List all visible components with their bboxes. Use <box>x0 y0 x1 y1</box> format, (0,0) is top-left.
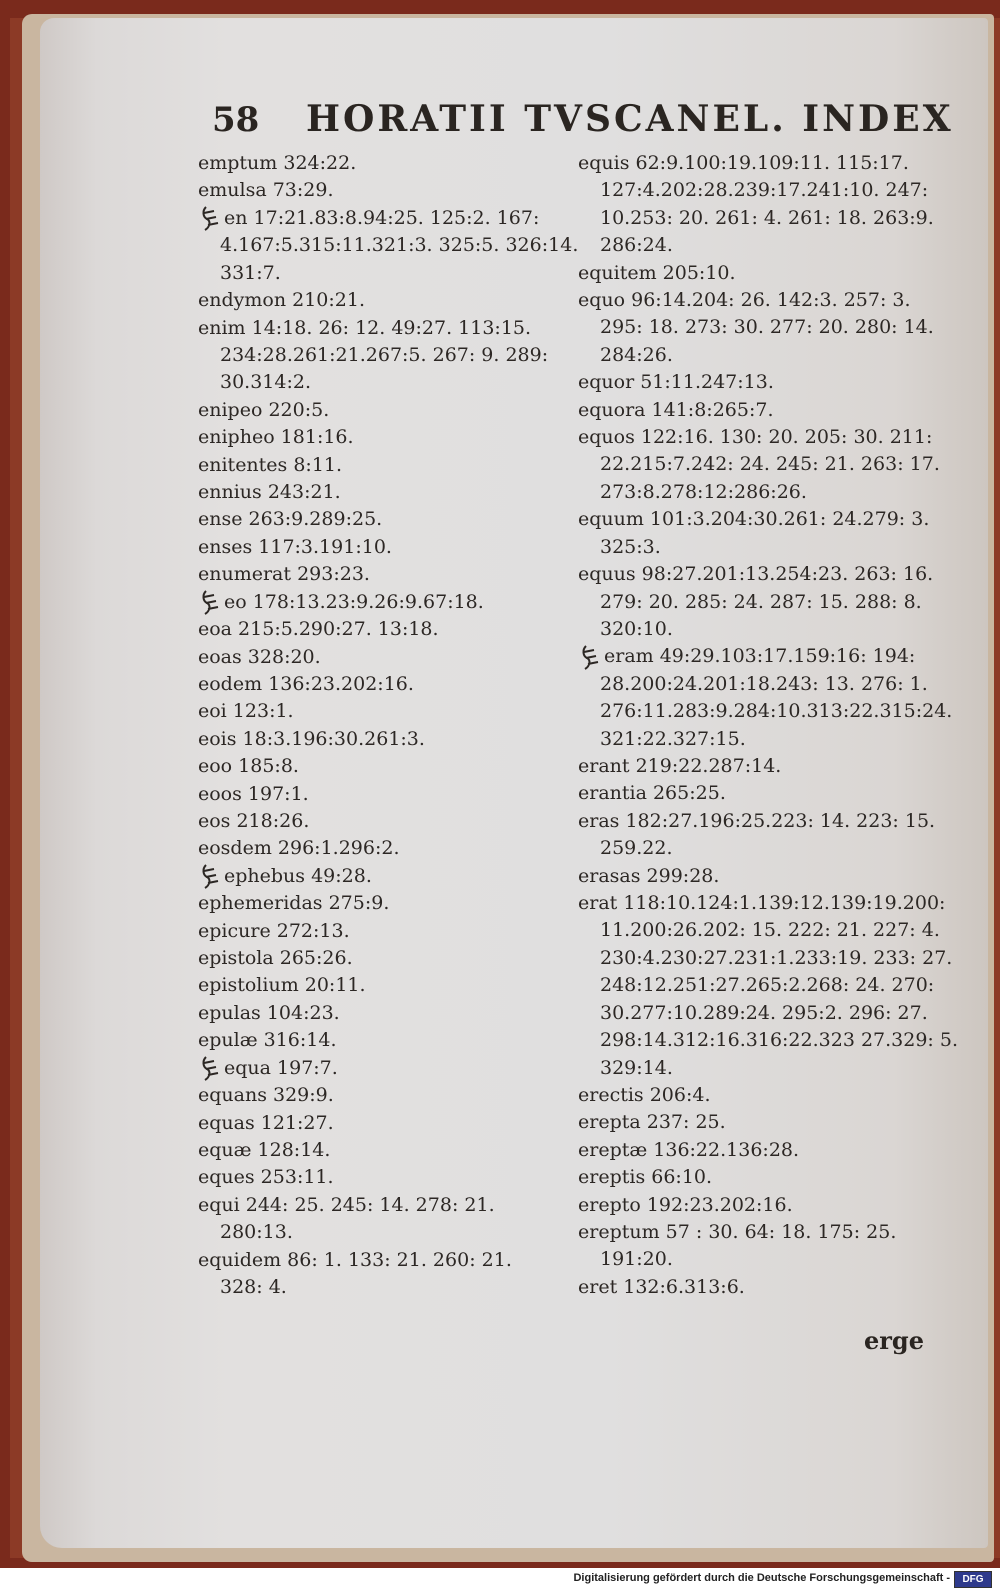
index-entry <box>198 863 588 891</box>
index-entry-text: equitem 205:10. <box>578 261 736 284</box>
index-entry-text: 279: 20. 285: 24. 287: 15. 288: 8. <box>600 590 922 613</box>
index-entry-continuation <box>578 671 968 698</box>
funding-credit: Digitalisierung gefördert durch die Deutsche Forschungsgemeinschaft - <box>573 1572 950 1584</box>
index-entry-text: ephemeridas 275:9. <box>198 892 390 915</box>
index-entry-continuation <box>578 534 968 561</box>
index-entry-text: ereptæ 136:22.136:28. <box>578 1138 800 1161</box>
index-column-right <box>578 150 968 1301</box>
index-entry-text: 286:24. <box>600 234 673 257</box>
index-entry-text: 127:4.202:28.239:17.241:10. 247: <box>600 179 929 202</box>
index-entry-text: eo 178:13.23:9.26:9.67:18. <box>224 590 484 613</box>
index-entry <box>198 835 588 862</box>
index-entry-text: 295: 18. 273: 30. 277: 20. 280: 14. <box>600 316 934 339</box>
index-entry-continuation <box>578 232 968 259</box>
index-entry <box>198 397 588 424</box>
index-entry <box>578 1192 968 1219</box>
page-header <box>0 98 1000 148</box>
index-entry-text: 259.22. <box>600 837 673 860</box>
index-entry-text: eoas 328:20. <box>198 645 321 668</box>
index-entry-continuation <box>578 314 968 341</box>
index-entry-text: equa 197:7. <box>224 1056 338 1079</box>
index-entry <box>198 753 588 780</box>
index-entry-text: erepto 192:23.202:16. <box>578 1193 793 1216</box>
index-entry <box>198 1027 588 1054</box>
index-entry <box>198 479 588 506</box>
index-entry-text: endymon 210:21. <box>198 289 365 312</box>
footer-bar <box>0 1568 1000 1590</box>
index-entry <box>198 918 588 945</box>
index-entry <box>578 890 968 917</box>
index-entry <box>198 424 588 451</box>
index-entry-continuation <box>578 342 968 369</box>
index-entry-text: erepta 237: 25. <box>578 1111 726 1134</box>
index-entry <box>198 287 588 314</box>
index-entry-text: eret 132:6.313:6. <box>578 1275 745 1298</box>
index-entry-continuation <box>198 232 588 259</box>
index-entry-text: 4.167:5.315:11.321:3. 325:5. 326:14. <box>220 234 579 257</box>
index-entry <box>578 1109 968 1136</box>
index-entry <box>578 1164 968 1191</box>
index-entry-text: 276:11.283:9.284:10.313:22.315:24. <box>600 700 953 723</box>
index-entry <box>578 643 968 671</box>
index-entry-text: 320:10. <box>600 617 673 640</box>
index-entry <box>198 808 588 835</box>
index-entry <box>578 780 968 807</box>
index-entry-text: enses 117:3.191:10. <box>198 535 392 558</box>
index-entry-text: 331:7. <box>220 261 281 284</box>
index-entry-text: eoa 215:5.290:27. 13:18. <box>198 618 439 641</box>
index-entry-text: 230:4.230:27.231:1.233:19. 233: 27. <box>600 946 953 969</box>
index-entry-text: erantia 265:25. <box>578 782 726 805</box>
index-entry <box>198 1082 588 1109</box>
index-entry-text: eodem 136:23.202:16. <box>198 672 414 695</box>
index-entry <box>578 150 968 177</box>
index-entry <box>198 945 588 972</box>
index-entry-continuation <box>198 369 588 396</box>
index-entry <box>198 506 588 533</box>
index-entry-text: 248:12.251:27.265:2.268: 24. 270: <box>600 974 935 997</box>
index-entry-continuation <box>578 945 968 972</box>
index-entry <box>198 616 588 643</box>
index-entry-text: emptum 324:22. <box>198 152 357 174</box>
index-entry <box>198 781 588 808</box>
index-entry-text: equi 244: 25. 245: 14. 278: 21. <box>198 1193 495 1216</box>
index-entry-text: eques 253:11. <box>198 1166 334 1189</box>
index-entry-text: enipheo 181:16. <box>198 426 354 449</box>
index-entry-text: epulas 104:23. <box>198 1001 340 1024</box>
index-entry <box>198 1192 588 1219</box>
index-entry-continuation <box>578 1246 968 1273</box>
index-entry-text: equora 141:8:265:7. <box>578 398 774 421</box>
index-entry-continuation <box>578 726 968 753</box>
page-number: 58 <box>212 100 260 140</box>
index-entry <box>198 177 588 204</box>
index-entry <box>198 589 588 617</box>
index-entry-text: 11.200:26.202: 15. 222: 21. 227: 4. <box>600 919 940 942</box>
index-entry <box>578 808 968 835</box>
index-entry <box>578 1082 968 1109</box>
index-entry <box>578 424 968 451</box>
index-entry-continuation <box>578 177 968 204</box>
index-entry <box>198 1000 588 1027</box>
index-entry-text: 22.215:7.242: 24. 245: 21. 263: 17. <box>600 453 940 476</box>
index-entry-continuation <box>578 589 968 616</box>
index-entry-continuation <box>198 342 588 369</box>
index-entry <box>198 452 588 479</box>
index-entry-text: 284:26. <box>600 343 673 366</box>
index-entry <box>198 1110 588 1137</box>
index-entry <box>578 287 968 314</box>
index-entry <box>578 1137 968 1164</box>
index-entry-continuation <box>578 835 968 862</box>
index-entry-continuation <box>578 451 968 478</box>
index-entry-text: enumerat 293:23. <box>198 563 370 586</box>
index-entry <box>578 260 968 287</box>
index-entry <box>578 369 968 396</box>
index-entry <box>198 644 588 671</box>
index-entry-text: ereptis 66:10. <box>578 1166 713 1189</box>
index-entry <box>198 534 588 561</box>
index-entry <box>198 726 588 753</box>
index-entry-text: 191:20. <box>600 1248 673 1271</box>
index-entry-text: eoi 123:1. <box>198 700 294 723</box>
index-entry-text: epistola 265:26. <box>198 947 353 970</box>
index-entry-continuation <box>578 698 968 725</box>
index-entry-text: ereptum 57 : 30. 64: 18. 175: 25. <box>578 1220 897 1243</box>
index-entry-text: eras 182:27.196:25.223: 14. 223: 15. <box>578 809 936 832</box>
index-entry-text: 28.200:24.201:18.243: 13. 276: 1. <box>600 672 928 695</box>
index-entry <box>198 972 588 999</box>
index-entry-text: equans 329:9. <box>198 1084 334 1107</box>
index-entry <box>198 561 588 588</box>
index-entry <box>198 671 588 698</box>
index-entry-text: emulsa 73:29. <box>198 179 334 202</box>
index-entry <box>578 863 968 890</box>
marginal-mark-icon <box>578 644 602 671</box>
index-entry-text: erant 219:22.287:14. <box>578 755 782 778</box>
index-entry-text: equæ 128:14. <box>198 1139 331 1161</box>
index-entry-text: equor 51:11.247:13. <box>578 371 774 394</box>
index-entry-text: enim 14:18. 26: 12. 49:27. 113:15. <box>198 316 532 339</box>
index-entry-text: equum 101:3.204:30.261: 24.279: 3. <box>578 508 930 531</box>
index-entry-text: eoo 185:8. <box>198 755 299 778</box>
index-entry-text: equas 121:27. <box>198 1111 334 1134</box>
index-entry-text: erasas 299:28. <box>578 864 720 887</box>
index-entry-text: 321:22.327:15. <box>600 727 746 750</box>
index-entry-continuation <box>198 1219 588 1246</box>
index-entry-text: equo 96:14.204: 26. 142:3. 257: 3. <box>578 289 911 312</box>
index-entry-text: 325:3. <box>600 535 661 558</box>
marginal-mark-icon <box>198 1055 222 1082</box>
index-entry <box>198 1137 588 1164</box>
index-entry-text: eosdem 296:1.296:2. <box>198 837 400 860</box>
index-entry-text: 30.277:10.289:24. 295:2. 296: 27. <box>600 1001 928 1024</box>
index-entry <box>578 753 968 780</box>
index-entry <box>578 506 968 533</box>
index-entry-continuation <box>578 616 968 643</box>
index-entry <box>198 698 588 725</box>
index-entry-continuation <box>578 917 968 944</box>
index-entry-text: epistolium 20:11. <box>198 974 366 997</box>
index-entry-continuation <box>578 1027 968 1054</box>
index-entry-text: 234:28.261:21.267:5. 267: 9. 289: <box>220 343 549 366</box>
running-title: HORATII TVSCANEL. INDEX <box>306 98 954 140</box>
index-entry-text: 273:8.278:12:286:26. <box>600 480 807 503</box>
marginal-mark-icon <box>198 205 222 232</box>
index-entry-text: 30.314:2. <box>220 371 312 394</box>
index-entry-text: equus 98:27.201:13.254:23. 263: 16. <box>578 563 934 586</box>
index-entry <box>578 561 968 588</box>
index-entry-text: ense 263:9.289:25. <box>198 508 383 531</box>
index-entry-text: en 17:21.83:8.94:25. 125:2. 167: <box>224 206 540 229</box>
marginal-mark-icon <box>198 863 222 890</box>
index-entry-continuation <box>578 479 968 506</box>
index-entry-text: 298:14.312:16.316:22.323 27.329: 5. <box>600 1029 959 1052</box>
index-entry-text: 328: 4. <box>220 1276 287 1299</box>
index-entry-continuation <box>578 1000 968 1027</box>
index-entry <box>578 1274 968 1301</box>
index-entry-text: enipeo 220:5. <box>198 398 330 421</box>
index-entry <box>578 397 968 424</box>
index-entry-text: epulæ 316:14. <box>198 1029 337 1052</box>
index-entry-text: eois 18:3.196:30.261:3. <box>198 727 425 750</box>
index-entry-text: eoos 197:1. <box>198 782 309 805</box>
index-entry <box>198 150 588 177</box>
index-entry-continuation <box>578 1055 968 1082</box>
index-entry <box>198 1247 588 1274</box>
index-entry <box>198 1055 588 1083</box>
index-entry-text: enitentes 8:11. <box>198 453 343 476</box>
index-entry <box>198 890 588 917</box>
index-entry-text: equis 62:9.100:19.109:11. 115:17. <box>578 152 909 174</box>
index-entry-text: 10.253: 20. 261: 4. 261: 18. 263:9. <box>600 206 934 229</box>
index-entry <box>198 315 588 342</box>
index-entry-continuation <box>198 1274 588 1301</box>
index-entry <box>578 1219 968 1246</box>
index-entry-text: ennius 243:21. <box>198 480 341 503</box>
index-entry-text: eram 49:29.103:17.159:16: 194: <box>604 645 916 668</box>
index-entry-text: eos 218:26. <box>198 809 310 832</box>
dfg-logo: DFG <box>954 1571 992 1588</box>
index-entry <box>198 205 588 233</box>
index-entry-text: epicure 272:13. <box>198 919 350 942</box>
index-entry-continuation <box>578 205 968 232</box>
index-entry-text: 329:14. <box>600 1056 673 1079</box>
index-entry-text: equidem 86: 1. 133: 21. 260: 21. <box>198 1248 512 1271</box>
index-entry <box>198 1164 588 1191</box>
index-entry-text: equos 122:16. 130: 20. 205: 30. 211: <box>578 426 933 449</box>
catchword: erge <box>864 1326 924 1355</box>
index-entry-continuation <box>198 260 588 287</box>
index-column-left <box>198 150 588 1301</box>
index-entry-continuation <box>578 972 968 999</box>
index-entry-text: erat 118:10.124:1.139:12.139:19.200: <box>578 892 946 915</box>
index-entry-text: ephebus 49:28. <box>224 864 372 887</box>
marginal-mark-icon <box>198 589 222 616</box>
index-entry-text: 280:13. <box>220 1221 293 1244</box>
index-entry-text: erectis 206:4. <box>578 1083 711 1106</box>
